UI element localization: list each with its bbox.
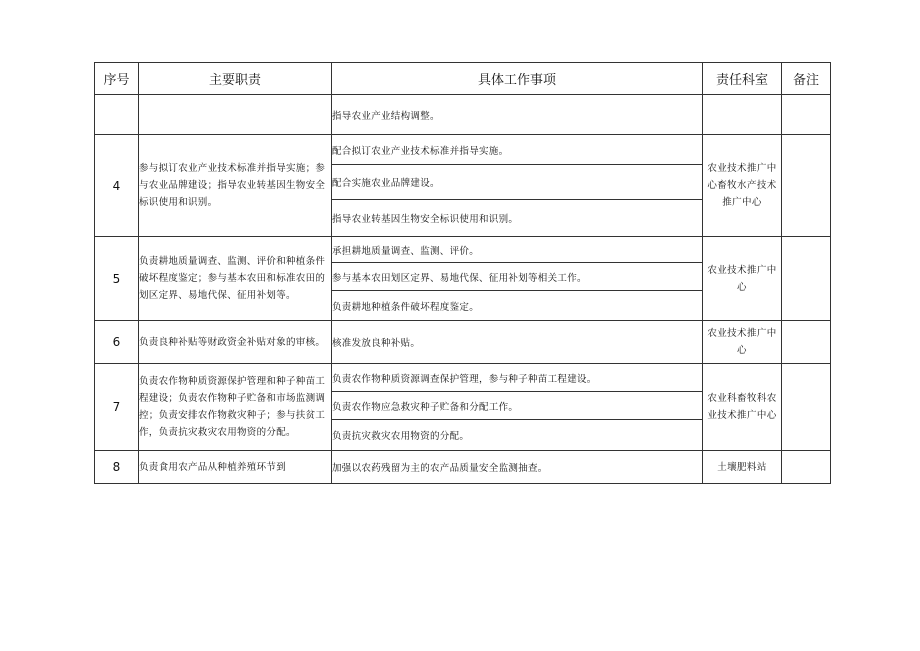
note-cell bbox=[782, 95, 831, 135]
task-cell: 负责农作物种质资源调查保护管理，参与种子种苗工程建设。 bbox=[332, 364, 703, 392]
table-row bbox=[95, 237, 831, 263]
note-cell bbox=[782, 321, 831, 364]
task-cell: 参与基本农田划区定界、易地代保、征用补划等相关工作。 bbox=[332, 263, 703, 291]
duty-cell: 负责食用农产品从种植养殖环节到 bbox=[139, 451, 332, 484]
task-cell: 配合实施农业品牌建设。 bbox=[332, 165, 703, 200]
header-note: 备注 bbox=[782, 63, 831, 95]
dept-cell bbox=[703, 95, 782, 135]
header-dept: 责任科室 bbox=[703, 63, 782, 95]
duty-cell: 参与拟订农业产业技术标准并指导实施；参与农业品牌建设；指导农业转基因生物安全标识使用和识别。 bbox=[139, 135, 332, 237]
duty-cell: 负责良种补贴等财政资金补贴对象的审核。 bbox=[139, 321, 332, 364]
duty-cell bbox=[139, 95, 332, 135]
note-cell bbox=[782, 451, 831, 484]
note-cell bbox=[782, 237, 831, 321]
note-cell bbox=[782, 364, 831, 451]
duty-table bbox=[94, 62, 831, 484]
task-cell: 指导农业产业结构调整。 bbox=[332, 95, 703, 135]
header-duty: 主要职责 bbox=[139, 63, 332, 95]
seq-cell bbox=[95, 95, 139, 135]
table-row bbox=[95, 95, 831, 135]
seq-cell: 6 bbox=[95, 321, 139, 364]
task-cell: 配合拟订农业产业技术标准并指导实施。 bbox=[332, 135, 703, 165]
seq-cell: 4 bbox=[95, 135, 139, 237]
duty-cell: 负责耕地质量调查、监测、评价和种植条件破坏程度鉴定；参与基本农田和标准农田的划区定界、易地代保、征用补划等。 bbox=[139, 237, 332, 321]
table-row bbox=[95, 451, 831, 484]
seq-cell: 5 bbox=[95, 237, 139, 321]
task-cell: 负责抗灾救灾农用物资的分配。 bbox=[332, 420, 703, 451]
table-row bbox=[95, 135, 831, 165]
task-cell: 加强以农药残留为主的农产品质量安全监测抽查。 bbox=[332, 451, 703, 484]
duty-cell: 负责农作物种质资源保护管理和种子种苗工程建设；负责农作物种子贮备和市场监测调控；负责安排农作物救灾种子；参与扶贫工作，负责抗灾救灾农用物资的分配。 bbox=[139, 364, 332, 451]
table-row bbox=[95, 321, 831, 364]
task-cell: 核准发放良种补贴。 bbox=[332, 321, 703, 364]
table-row bbox=[95, 364, 831, 392]
seq-cell: 8 bbox=[95, 451, 139, 484]
dept-cell: 农业技术推广中心 bbox=[703, 321, 782, 364]
task-cell: 承担耕地质量调查、监测、评价。 bbox=[332, 237, 703, 263]
header-seq: 序号 bbox=[95, 63, 139, 95]
dept-cell: 农业科畜牧科农业技术推广中心 bbox=[703, 364, 782, 451]
task-cell: 指导农业转基因生物安全标识使用和识别。 bbox=[332, 200, 703, 237]
seq-cell: 7 bbox=[95, 364, 139, 451]
header-row bbox=[95, 63, 831, 95]
header-tasks: 具体工作事项 bbox=[332, 63, 703, 95]
task-cell: 负责耕地种植条件破坏程度鉴定。 bbox=[332, 291, 703, 321]
dept-cell: 土壤肥料站 bbox=[703, 451, 782, 484]
dept-cell: 农业技术推广中心畜牧水产技术推广中心 bbox=[703, 135, 782, 237]
task-cell: 负责农作物应急救灾种子贮备和分配工作。 bbox=[332, 392, 703, 420]
dept-cell: 农业技术推广中心 bbox=[703, 237, 782, 321]
note-cell bbox=[782, 135, 831, 237]
